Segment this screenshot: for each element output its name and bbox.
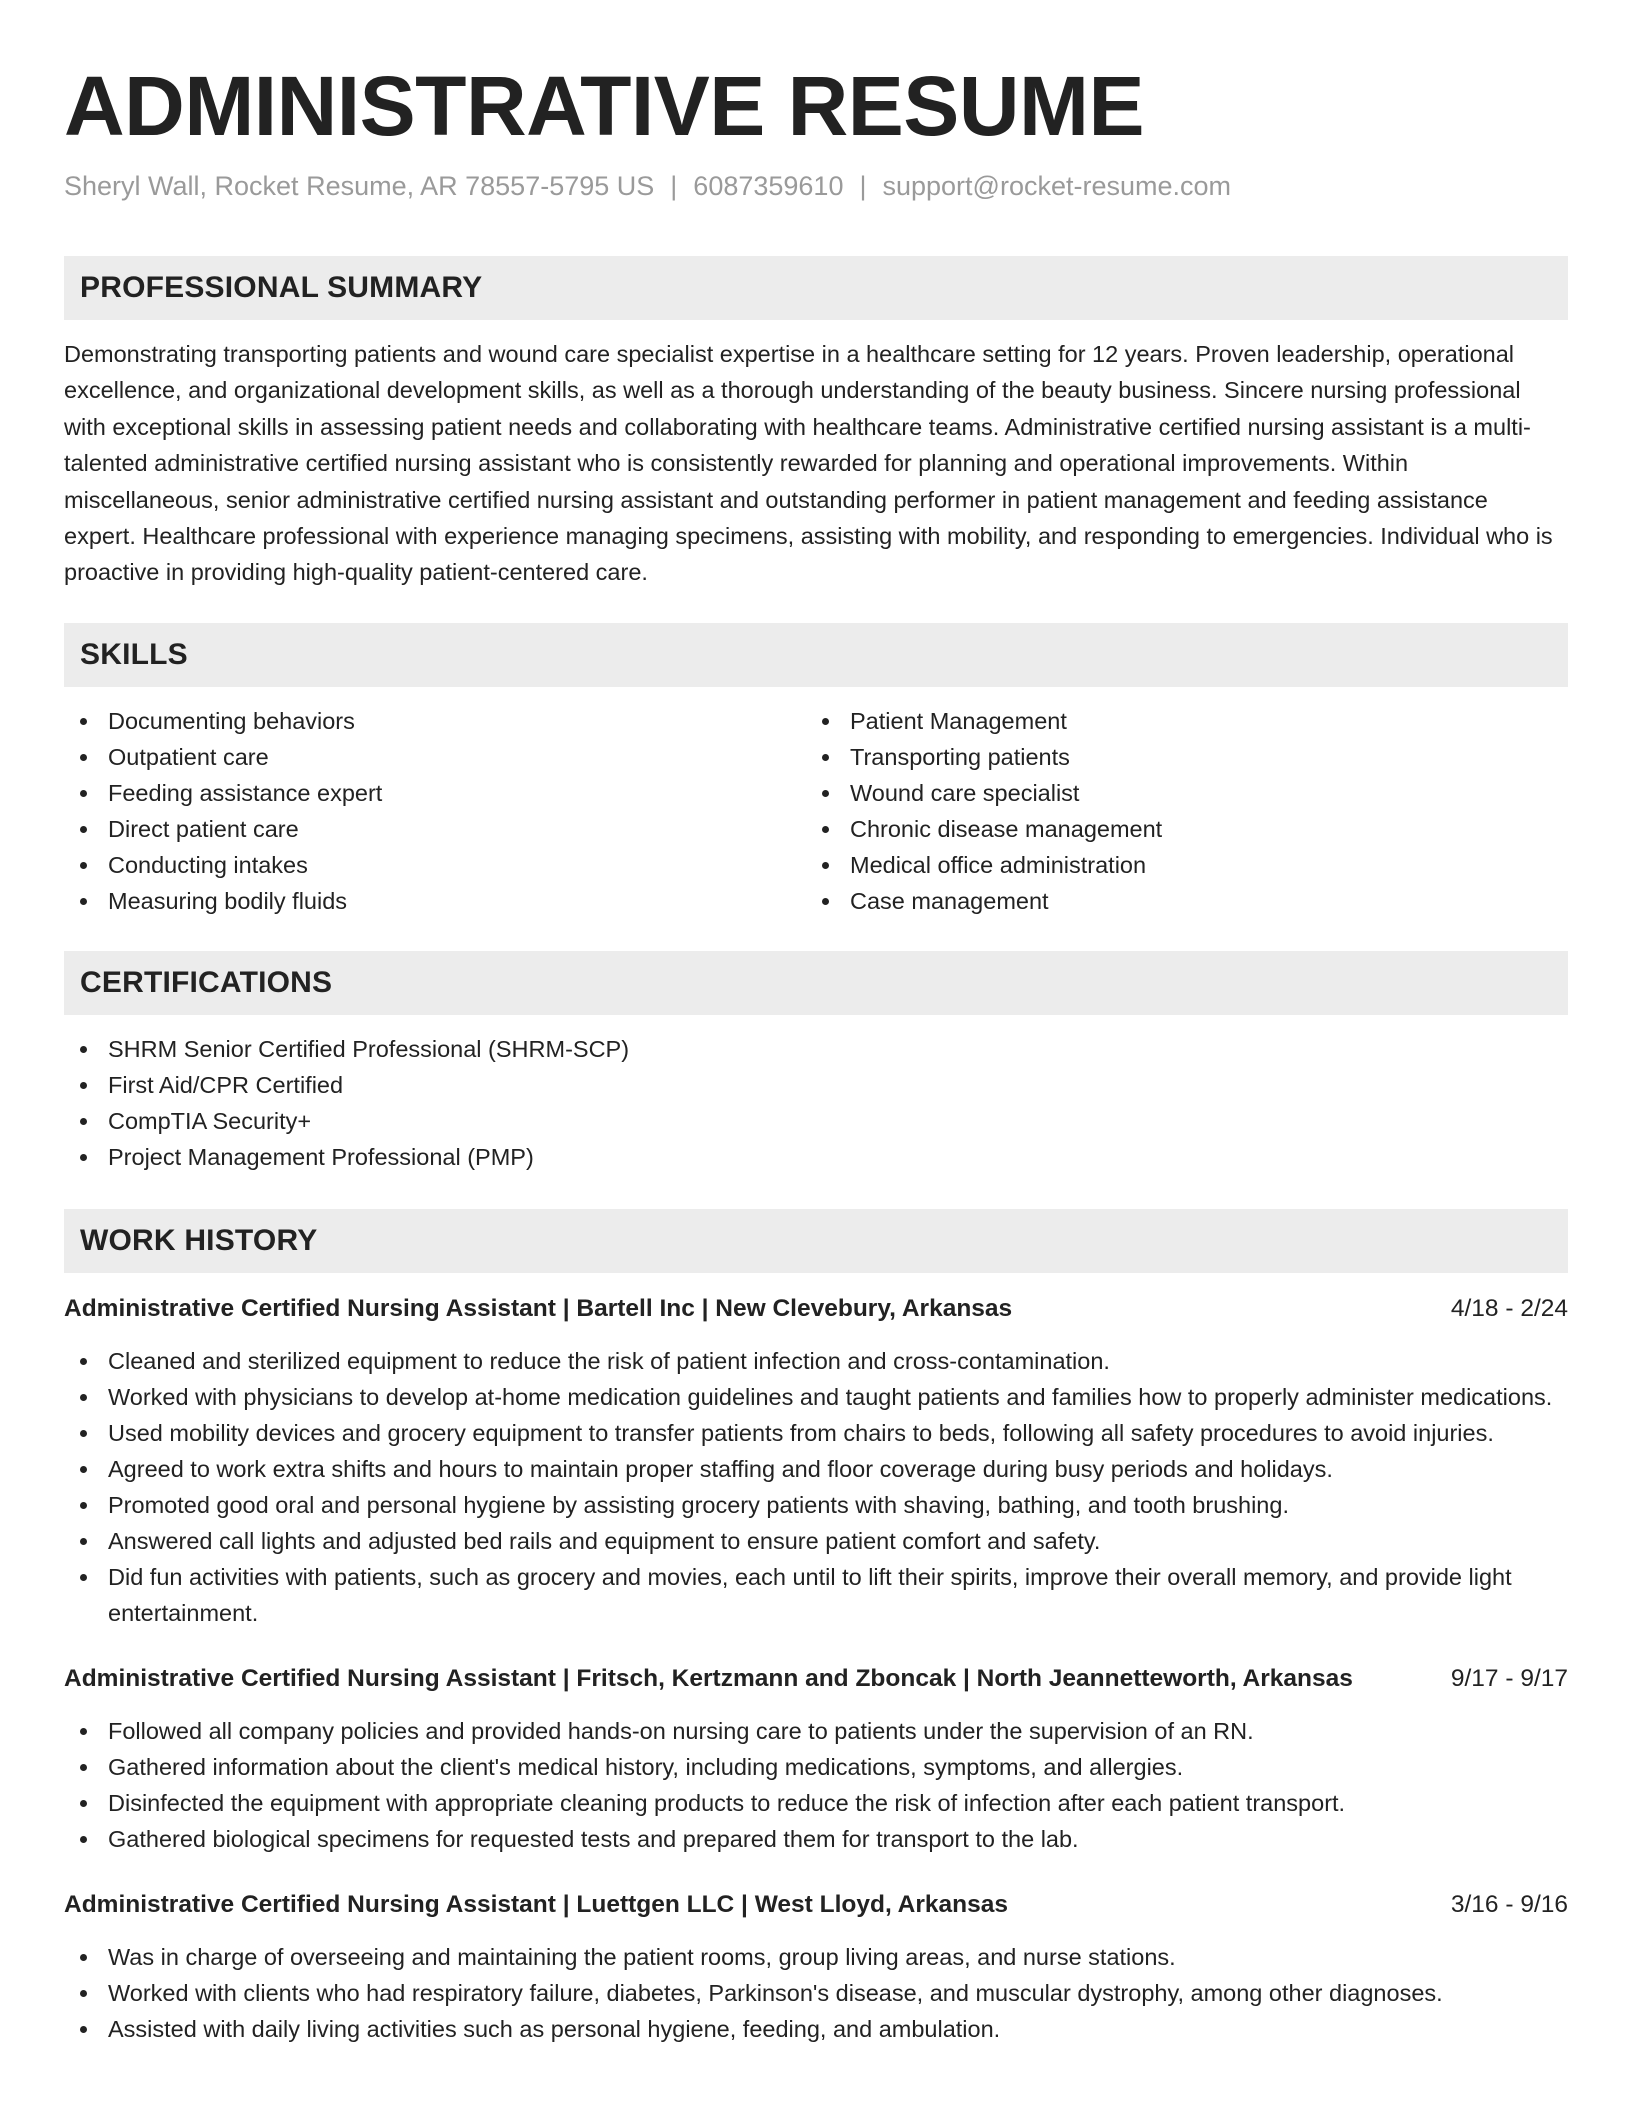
skill-item: Wound care specialist bbox=[806, 775, 1548, 811]
job-duty: Worked with clients who had respiratory failure, diabetes, Parkinson's disease, and muscular dystrophy, among other diagnoses. bbox=[64, 1975, 1568, 2011]
job-duties-list bbox=[64, 1343, 1568, 1631]
job-dates: 3/16 - 9/16 bbox=[1450, 1890, 1568, 1918]
skill-item: Conducting intakes bbox=[64, 847, 806, 883]
skills-columns bbox=[64, 703, 1568, 919]
contact-separator: | bbox=[670, 171, 678, 201]
contact-address: Sheryl Wall, Rocket Resume, AR 78557-5795 US bbox=[64, 171, 655, 201]
job-header bbox=[64, 1661, 1568, 1697]
skill-item: Medical office administration bbox=[806, 847, 1548, 883]
job-title: Administrative Certified Nursing Assistant | Bartell Inc | New Clevebury, Arkansas bbox=[64, 1294, 1013, 1322]
skill-item: Chronic disease management bbox=[806, 811, 1548, 847]
contact-phone: 6087359610 bbox=[693, 171, 844, 201]
job-dates: 9/17 - 9/17 bbox=[1450, 1664, 1568, 1692]
contact-email: support@rocket-resume.com bbox=[882, 171, 1232, 201]
contact-separator: | bbox=[859, 171, 867, 201]
job-header bbox=[64, 1887, 1568, 1923]
job-duty: Answered call lights and adjusted bed rails and equipment to ensure patient comfort and safety. bbox=[64, 1523, 1568, 1559]
job-duty: Did fun activities with patients, such as grocery and movies, each until to lift their spirits, improve their overall memory, and provide light entertainment. bbox=[64, 1559, 1568, 1631]
summary-text: Demonstrating transporting patients and wound care specialist expertise in a healthcare setting for 12 years. Proven leadership, operational excellence, and organizational development skills, as well as a thorough understanding of the beauty business. Sincere nursing professional with exceptional skills in assessing patient needs and collaborating with healthcare teams. Administrative certified nursing assistant is a multi-talented administrative certified nursing assistant who is consistently rewarded for planning and operational improvements. Within miscellaneous, senior administrative certified nursing assistant and outstanding performer in patient management and feeding assistance expert. Healthcare professional with experience managing specimens, assisting with mobility, and responding to emergencies. Individual who is proactive in providing high-quality patient-centered care. bbox=[64, 341, 1553, 586]
job-header bbox=[64, 1291, 1568, 1327]
certification-item: CompTIA Security+ bbox=[64, 1103, 1568, 1139]
skill-item: Feeding assistance expert bbox=[64, 775, 806, 811]
certification-item: SHRM Senior Certified Professional (SHRM-SCP) bbox=[64, 1031, 1568, 1067]
job-title: Administrative Certified Nursing Assistant | Luettgen LLC | West Lloyd, Arkansas bbox=[64, 1890, 1008, 1918]
skills-left-list bbox=[64, 703, 806, 919]
job-duty: Worked with physicians to develop at-home medication guidelines and taught patients and families how to properly administer medications. bbox=[64, 1379, 1568, 1415]
skill-item: Case management bbox=[806, 883, 1548, 919]
job-entry bbox=[64, 1887, 1568, 2047]
job-title: Administrative Certified Nursing Assistant | Fritsch, Kertzmann and Zboncak | North Jeannetteworth, Arkansas bbox=[64, 1664, 1353, 1692]
skill-item: Measuring bodily fluids bbox=[64, 883, 806, 919]
job-duties-list bbox=[64, 1939, 1568, 2047]
job-duty: Disinfected the equipment with appropriate cleaning products to reduce the risk of infection after each patient transport. bbox=[64, 1785, 1568, 1821]
skills-right-list bbox=[806, 703, 1548, 919]
skill-item: Documenting behaviors bbox=[64, 703, 806, 739]
job-duty: Gathered information about the client's medical history, including medications, symptoms, and allergies. bbox=[64, 1749, 1568, 1785]
summary-heading: PROFESSIONAL SUMMARY bbox=[64, 256, 1568, 320]
job-duty: Agreed to work extra shifts and hours to maintain proper staffing and floor coverage during busy periods and holidays. bbox=[64, 1451, 1568, 1487]
certification-item: First Aid/CPR Certified bbox=[64, 1067, 1568, 1103]
work-history-heading: WORK HISTORY bbox=[64, 1209, 1568, 1273]
skill-item: Outpatient care bbox=[64, 739, 806, 775]
job-duty: Was in charge of overseeing and maintaining the patient rooms, group living areas, and nurse stations. bbox=[64, 1939, 1568, 1975]
job-duty: Promoted good oral and personal hygiene by assisting grocery patients with shaving, bathing, and tooth brushing. bbox=[64, 1487, 1568, 1523]
job-entry bbox=[64, 1661, 1568, 1857]
resume-title: ADMINISTRATIVE RESUME bbox=[64, 59, 1144, 153]
contact-line bbox=[64, 168, 1568, 204]
skill-item: Direct patient care bbox=[64, 811, 806, 847]
skills-heading: SKILLS bbox=[64, 623, 1568, 687]
skill-item: Transporting patients bbox=[806, 739, 1548, 775]
job-duty: Used mobility devices and grocery equipment to transfer patients from chairs to beds, following all safety procedures to avoid injuries. bbox=[64, 1415, 1568, 1451]
job-duty: Assisted with daily living activities such as personal hygiene, feeding, and ambulation. bbox=[64, 2011, 1568, 2047]
certifications-heading: CERTIFICATIONS bbox=[64, 951, 1568, 1015]
skill-item: Patient Management bbox=[806, 703, 1548, 739]
certifications-list bbox=[64, 1031, 1568, 1175]
job-duty: Gathered biological specimens for requested tests and prepared them for transport to the lab. bbox=[64, 1821, 1568, 1857]
job-duty: Cleaned and sterilized equipment to reduce the risk of patient infection and cross-contamination. bbox=[64, 1343, 1568, 1379]
job-dates: 4/18 - 2/24 bbox=[1450, 1294, 1568, 1322]
job-duty: Followed all company policies and provided hands-on nursing care to patients under the supervision of an RN. bbox=[64, 1713, 1568, 1749]
job-duties-list bbox=[64, 1713, 1568, 1857]
certification-item: Project Management Professional (PMP) bbox=[64, 1139, 1568, 1175]
job-entry bbox=[64, 1291, 1568, 1631]
